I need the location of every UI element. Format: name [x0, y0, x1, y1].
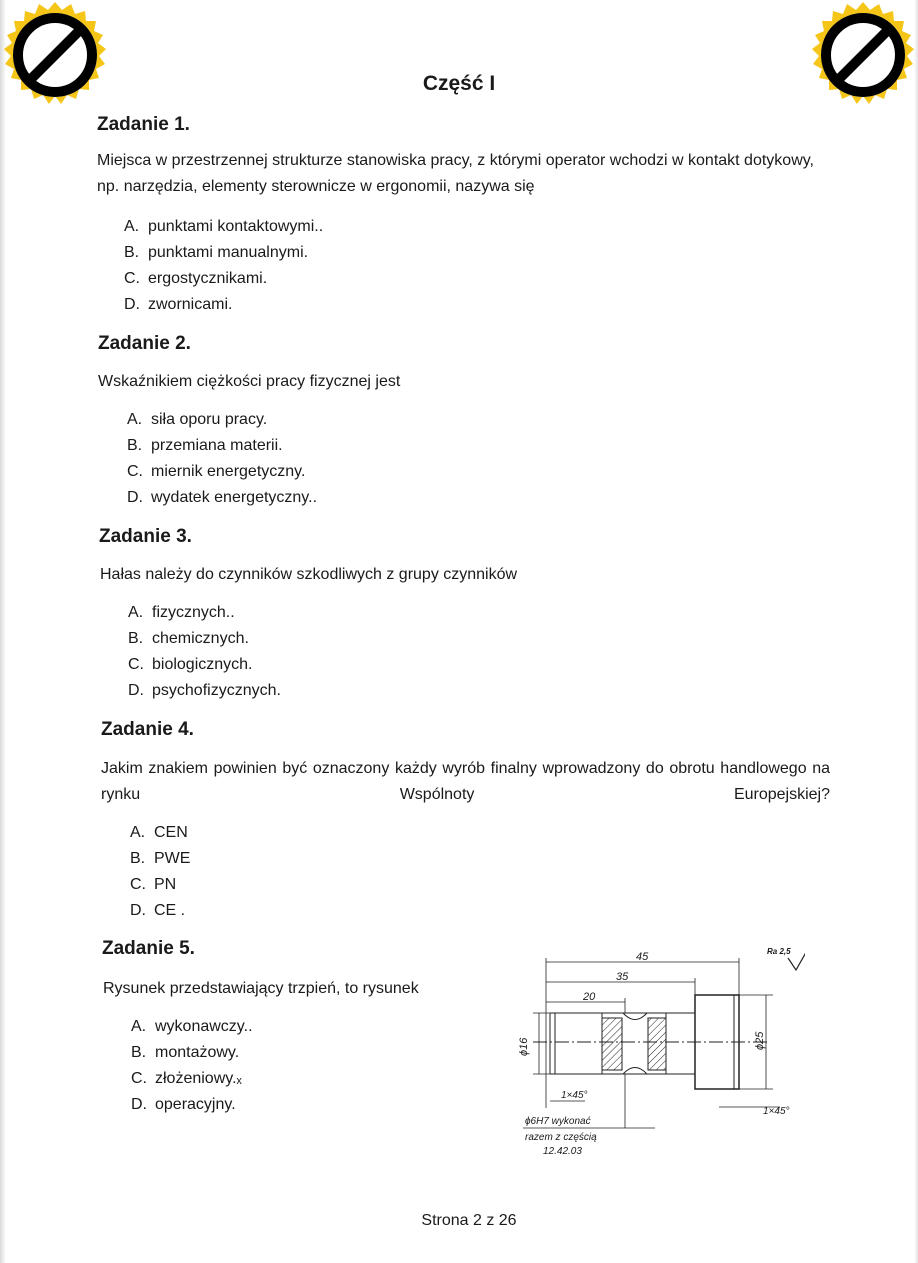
chamfer-left-label: 1×45° — [561, 1090, 588, 1101]
answer-option: C. miernik energetyczny. — [127, 463, 306, 480]
page-title: Część I — [422, 72, 496, 95]
page-footer: Strona 2 z 26 — [421, 1212, 517, 1229]
task-5-heading: Zadanie 5. — [102, 938, 195, 959]
answer-option: C. biologicznych. — [128, 656, 253, 673]
dimension-phi25: ϕ25 — [754, 1031, 766, 1050]
dimension-45: 45 — [636, 951, 649, 963]
task-1-question: Miejsca w przestrzennej strukturze stanowiska pracy, z którymi operator wchodzi w kontakt dotykowy, np. narzędzia, elementy sterownicze w ergonomii, nazywa się — [97, 152, 814, 195]
dimension-phi16: ϕ16 — [518, 1037, 530, 1056]
task-1-heading: Zadanie 1. — [97, 114, 190, 135]
answer-option: C. PN — [130, 876, 177, 893]
hatched-section — [602, 1018, 622, 1070]
task-4-question: Jakim znakiem powinien być oznaczony każdy wyrób finalny wprowadzony do obrotu handlowego na rynku Wspólnoty Europejskiej? — [101, 760, 830, 803]
task-2-question: Wskaźnikiem ciężkości pracy fizycznej jest — [98, 373, 401, 390]
dimension-20: 20 — [583, 991, 596, 1003]
answer-option: C. złożeniowy.ₓ — [131, 1070, 242, 1087]
task-4-heading: Zadanie 4. — [101, 719, 194, 740]
task-5-question: Rysunek przedstawiający trzpień, to rysunek — [103, 980, 419, 997]
answer-option: B. chemicznych. — [128, 630, 249, 647]
scan-edge-left — [0, 0, 6, 1263]
answer-option: D. wydatek energetyczny.. — [127, 489, 318, 506]
answer-option: A. siła oporu pracy. — [127, 411, 268, 428]
hatched-section — [648, 1018, 666, 1070]
answer-option: A. CEN — [130, 824, 188, 841]
answer-option: A. wykonawczy.. — [131, 1018, 253, 1035]
drawing-note-line-3: 12.42.03 — [543, 1146, 582, 1157]
drawing-note-line-1: ϕ6H7 wykonać — [525, 1116, 591, 1127]
roughness-label: Ra 2,5 — [767, 947, 791, 956]
task-3-heading: Zadanie 3. — [99, 526, 192, 547]
answer-option: B. PWE — [130, 850, 191, 867]
answer-option: C. ergostycznikami. — [124, 270, 268, 287]
task-4-answers — [130, 820, 190, 924]
answer-option: A. fizycznych.. — [128, 604, 235, 621]
answer-option: A. punktami kontaktowymi.. — [124, 218, 324, 235]
task-5-answers — [131, 1014, 253, 1118]
answer-option: D. psychofizycznych. — [128, 682, 281, 699]
task-1-answers — [124, 214, 323, 318]
task-3-question: Hałas należy do czynników szkodliwych z grupy czynników — [100, 566, 518, 583]
answer-option: D. operacyjny. — [131, 1096, 236, 1113]
task-2-heading: Zadanie 2. — [98, 333, 191, 354]
answer-option: B. punktami manualnymi. — [124, 244, 309, 261]
chamfer-right-label: 1×45° — [763, 1106, 790, 1117]
scan-edge-right — [914, 0, 918, 1263]
pin-technical-drawing — [505, 938, 805, 1168]
drawing-note-line-2: razem z częścią — [525, 1132, 597, 1143]
answer-option: B. montażowy. — [131, 1044, 240, 1061]
task-3-answers — [128, 600, 281, 704]
answer-option: B. przemiana materii. — [127, 437, 283, 454]
task-2-answers — [127, 407, 317, 511]
dimension-35: 35 — [616, 971, 629, 983]
answer-option: D. CE . — [130, 902, 186, 919]
answer-option: D. zwornicami. — [124, 296, 233, 313]
